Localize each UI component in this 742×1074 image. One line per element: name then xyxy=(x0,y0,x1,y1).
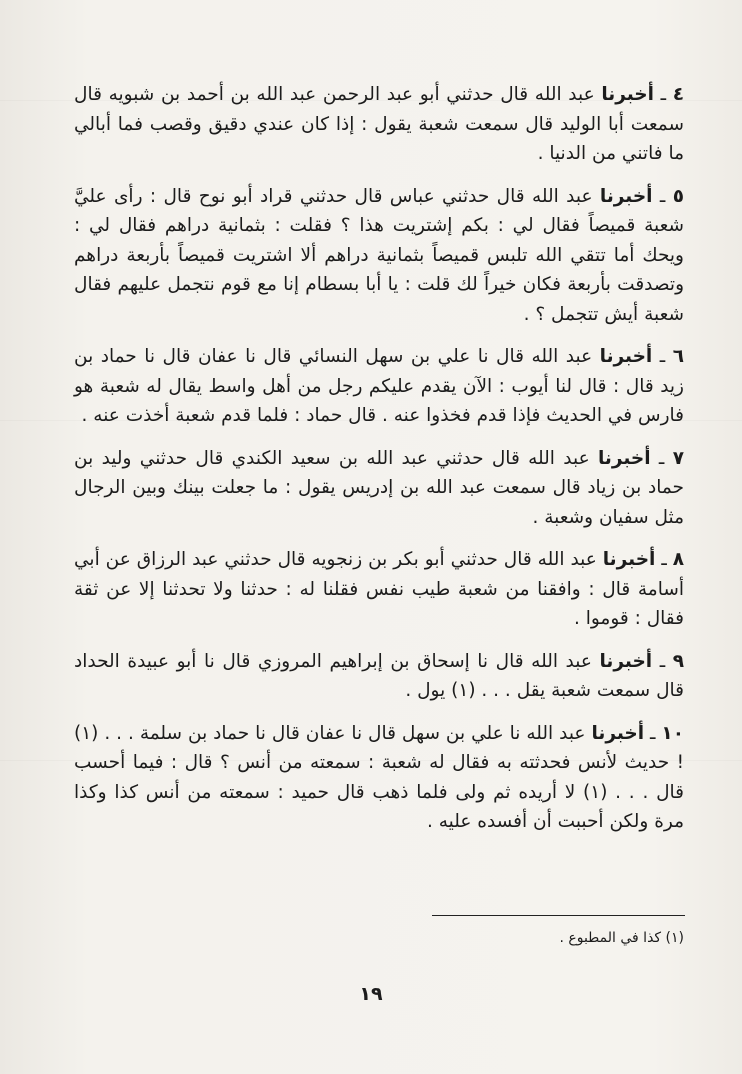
narration-text: عبد الله قال حدثني أبو بكر بن زنجويه قال حدثني عبد الرزاق عن أبي أسامة قال : وافقنا من شعبة طيب نفس فقلنا له : حدثنا ولا تحدثنا إلا عن ثقة فقال : قوموا . xyxy=(74,549,684,629)
narration-text: عبد الله قال نا علي بن سهل النسائي قال نا عفان قال نا حماد بن زيد قال : قال لنا أيوب : الآن يقدم عليكم رجل من أهل واسط يقال له شعبة هو فارس في الحديث فإذا قدم فخذوا عنه . قال حماد : فلما قدم شعبة أخذت عنه . xyxy=(74,346,684,426)
narration-number: ٤ xyxy=(672,84,685,105)
page-number: ١٩ xyxy=(359,983,383,1005)
narration-text: عبد الله قال حدثني عبد الله بن سعيد الكندي قال حدثني وليد بن حماد بن زياد قال سمعت عبد الله بن إدريس يقول : ما جعلت بينك وبين الرجال مثل سفيان وشعبة . xyxy=(74,447,684,528)
narration-text: عبد الله نا علي بن سهل قال نا عفان قال نا حماد بن سلمة . . . (١) ! حديث لأنس فحدثته به فقال له شعبة : سمعته من أنس ؟ قال : فيما أحسب قال . . . (١) لا أريده ثم ولى فلما ذهب قال حميد : سمعته من أنس كذا وكذا مرة ولكن أحببت أن أفسده عليه . xyxy=(74,722,685,832)
narration-text: عبد الله قال حدثني أبو عبد الرحمن عبد الله بن أحمد بن شبويه قال سمعت أبا الوليد قال سمعت شعبة يقول : إذا كان عندي دقيق وقصب فما أبالي ما فاتني من الدنيا . xyxy=(74,84,684,164)
narration-number: ١٠ xyxy=(661,722,684,744)
narration-text: عبد الله قال حدثني عباس قال حدثني قراد أبو نوح قال : رأى عليَّ شعبة قميصاً فقال لي : بكم إشتريت هذا ؟ فقلت : بثمانية دراهم فقال لي : ويحك أما تتقي الله تلبس قميصاً بثمانية دراهم ألا اشتريت قميصاً بأربعة دراهم وتصدقت بأربعة فكان خيراً لك قلت : يا أبا بسطام إنا مع قوم نتجمل عليهم فقال شعبة أيش تتجمل ؟ . xyxy=(74,185,684,325)
narration-number: ٧ xyxy=(672,447,684,469)
narration-number: ٨ xyxy=(672,549,684,570)
narration-lead: أخبرنا xyxy=(599,650,653,672)
narration-lead: أخبرنا xyxy=(602,549,656,570)
narration-4: ٤ ـ أخبرنا عبد الله قال حدثني أبو عبد الرحمن عبد الله بن أحمد بن شبويه قال سمعت أبا الوليد قال سمعت شعبة يقول : إذا كان عندي دقيق وقصب فما أبالي ما فاتني من الدنيا . xyxy=(74,84,685,164)
footnote: (١) كذا في المطبوع . xyxy=(559,930,684,946)
narration-number: ٩ xyxy=(672,650,684,672)
narration-5: ٥ ـ أخبرنا عبد الله قال حدثني عباس قال حدثني قراد أبو نوح قال : رأى عليَّ شعبة قميصاً فقال لي : بكم إشتريت هذا ؟ فقلت : بثمانية دراهم فقال لي : ويحك أما تتقي الله تلبس قميصاً بثمانية دراهم ألا اشتريت قميصاً بأربعة دراهم وتصدقت بأربعة فكان خيراً لك قلت : يا أبا بسطام إنا مع قوم نتجمل عليهم فقال شعبة أيش تتجمل ؟ . xyxy=(74,185,684,325)
main-text xyxy=(74,80,684,850)
footnote-divider xyxy=(432,915,685,916)
narration-7: ٧ ـ أخبرنا عبد الله قال حدثني عبد الله بن سعيد الكندي قال حدثني وليد بن حماد بن زياد قال سمعت عبد الله بن إدريس يقول : ما جعلت بينك وبين الرجال مثل سفيان وشعبة . xyxy=(74,447,684,528)
narration-10: ١٠ ـ أخبرنا عبد الله نا علي بن سهل قال نا عفان قال نا حماد بن سلمة . . . (١) ! حديث لأنس فحدثته به فقال له شعبة : سمعته من أنس ؟ قال : فيما أحسب قال . . . (١) لا أريده ثم ولى فلما ذهب قال حميد : سمعته من أنس كذا وكذا مرة ولكن أحببت أن أفسده عليه . xyxy=(74,722,685,832)
narration-lead: أخبرنا xyxy=(599,346,653,367)
narration-lead: أخبرنا xyxy=(591,722,645,744)
narration-number: ٥ xyxy=(672,185,684,207)
narration-lead: أخبرنا xyxy=(601,84,654,105)
narration-text: عبد الله قال نا إسحاق بن إبراهيم المروزي قال نا أبو عبيدة الحداد قال سمعت شعبة يقل . . . (١) يول . xyxy=(74,650,684,701)
narration-8: ٨ ـ أخبرنا عبد الله قال حدثني أبو بكر بن زنجويه قال حدثني عبد الرزاق عن أبي أسامة قال : وافقنا من شعبة طيب نفس فقلنا له : حدثنا ولا تحدثنا إلا عن ثقة فقال : قوموا . xyxy=(74,549,684,629)
narration-lead: أخبرنا xyxy=(597,447,651,469)
narration-number: ٦ xyxy=(672,346,684,367)
narration-lead: أخبرنا xyxy=(599,185,653,207)
narration-6: ٦ ـ أخبرنا عبد الله قال نا علي بن سهل النسائي قال نا عفان قال نا حماد بن زيد قال : قال لنا أيوب : الآن يقدم عليكم رجل من أهل واسط يقال له شعبة هو فارس في الحديث فإذا قدم فخذوا عنه . قال حماد : فلما قدم شعبة أخذت عنه . xyxy=(74,346,684,426)
narration-9: ٩ ـ أخبرنا عبد الله قال نا إسحاق بن إبراهيم المروزي قال نا أبو عبيدة الحداد قال سمعت شعبة يقل . . . (١) يول . xyxy=(74,650,684,701)
